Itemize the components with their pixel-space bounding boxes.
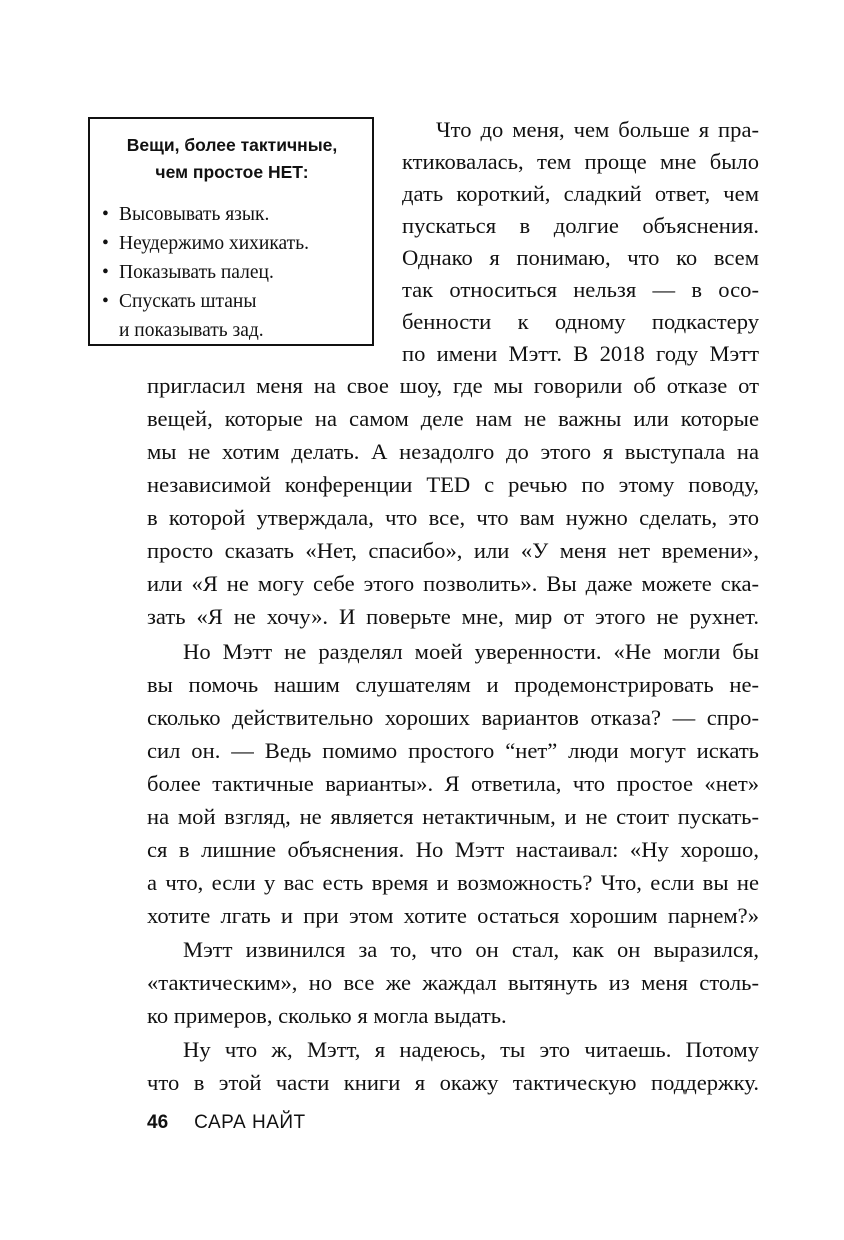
body-line: так относиться нельзя — в осо- <box>402 277 759 302</box>
body-line: что в этой части книги я окажу тактическую поддержку. <box>147 1070 759 1095</box>
body-line: Но Мэтт не разделял моей уверенности. «Не могли бы <box>183 639 759 664</box>
list-item <box>102 258 362 287</box>
body-line: зать «Я не хочу». И поверьте мне, мир от этого не рухнет. <box>147 604 759 629</box>
body-line: Что до меня, чем больше я пра- <box>436 117 759 142</box>
body-line: бенности к одному подкастеру <box>402 309 759 334</box>
body-line: Мэтт извинился за то, что он стал, как он выразился, <box>183 937 759 962</box>
body-line: вещей, которые на самом деле нам не важны или которые <box>147 406 759 431</box>
list-item-text: • Неудержимо хихикать. <box>119 233 309 254</box>
sidebar-title <box>102 132 362 186</box>
list-item <box>102 229 362 258</box>
body-line: ся в лишние объяснения. Но Мэтт настаивал: «Ну хорошо, <box>147 837 759 862</box>
page-footer <box>147 1109 306 1137</box>
list-item-text: • Спускать штаны <box>119 291 257 312</box>
body-line: пускаться в долгие объяснения. <box>402 213 759 238</box>
body-line: в которой утверждала, что все, что вам нужно сделать, это <box>147 505 759 530</box>
body-line: более тактичные варианты». Я ответила, что простое «нет» <box>147 771 759 796</box>
sidebar-title-line: чем простое НЕТ: <box>155 162 309 182</box>
sidebar-box <box>88 117 374 346</box>
body-line: а что, если у вас есть время и возможность? Что, если вы не <box>147 870 759 895</box>
body-line: «тактическим», но все же жаждал вытянуть из меня столь- <box>147 970 759 995</box>
body-line: по имени Мэтт. В 2018 году Мэтт <box>402 341 759 366</box>
running-header-author: САРА НАЙТ <box>194 1112 306 1133</box>
body-line: независимой конференции TED с речью по этому поводу, <box>147 472 759 497</box>
list-item-text: и показывать зад. <box>119 320 264 341</box>
body-line: вы помочь нашим слушателям и продемонстрировать не- <box>147 672 759 697</box>
page-number: 46 <box>147 1112 169 1133</box>
body-line: просто сказать «Нет, спасибо», или «У меня нет времени», <box>147 538 759 563</box>
body-line: Ну что ж, Мэтт, я надеюсь, ты это читаешь. Потому <box>183 1037 759 1062</box>
body-line: ко примеров, сколько я могла выдать. <box>147 1003 507 1028</box>
body-line: Однако я понимаю, что ко всем <box>402 245 759 270</box>
body-line: сколько действительно хороших вариантов отказа? — спро- <box>147 705 759 730</box>
body-line: хотите лгать и при этом хотите остаться хорошим парнем?» <box>147 903 759 928</box>
list-item <box>102 200 362 229</box>
sidebar-list <box>102 200 362 345</box>
body-line: дать короткий, сладкий ответ, чем <box>402 181 759 206</box>
sidebar-title-line: Вещи, более тактичные, <box>126 135 338 155</box>
list-item <box>102 287 362 345</box>
body-line: или «Я не могу себе этого позволить». Вы даже можете ска- <box>147 571 759 596</box>
body-line: ктиковалась, тем проще мне было <box>402 149 759 174</box>
list-item-text: • Высовывать язык. <box>119 204 270 225</box>
body-line: на мой взгляд, не является нетактичным, и не стоит пускать- <box>147 804 759 829</box>
list-item-text: • Показывать палец. <box>119 262 274 283</box>
body-line: пригласил меня на свое шоу, где мы говорили об отказе от <box>147 373 759 398</box>
body-line: мы не хотим делать. А незадолго до этого я выступала на <box>147 439 759 464</box>
body-line: сил он. — Ведь помимо простого “нет” люди могут искать <box>147 738 759 763</box>
